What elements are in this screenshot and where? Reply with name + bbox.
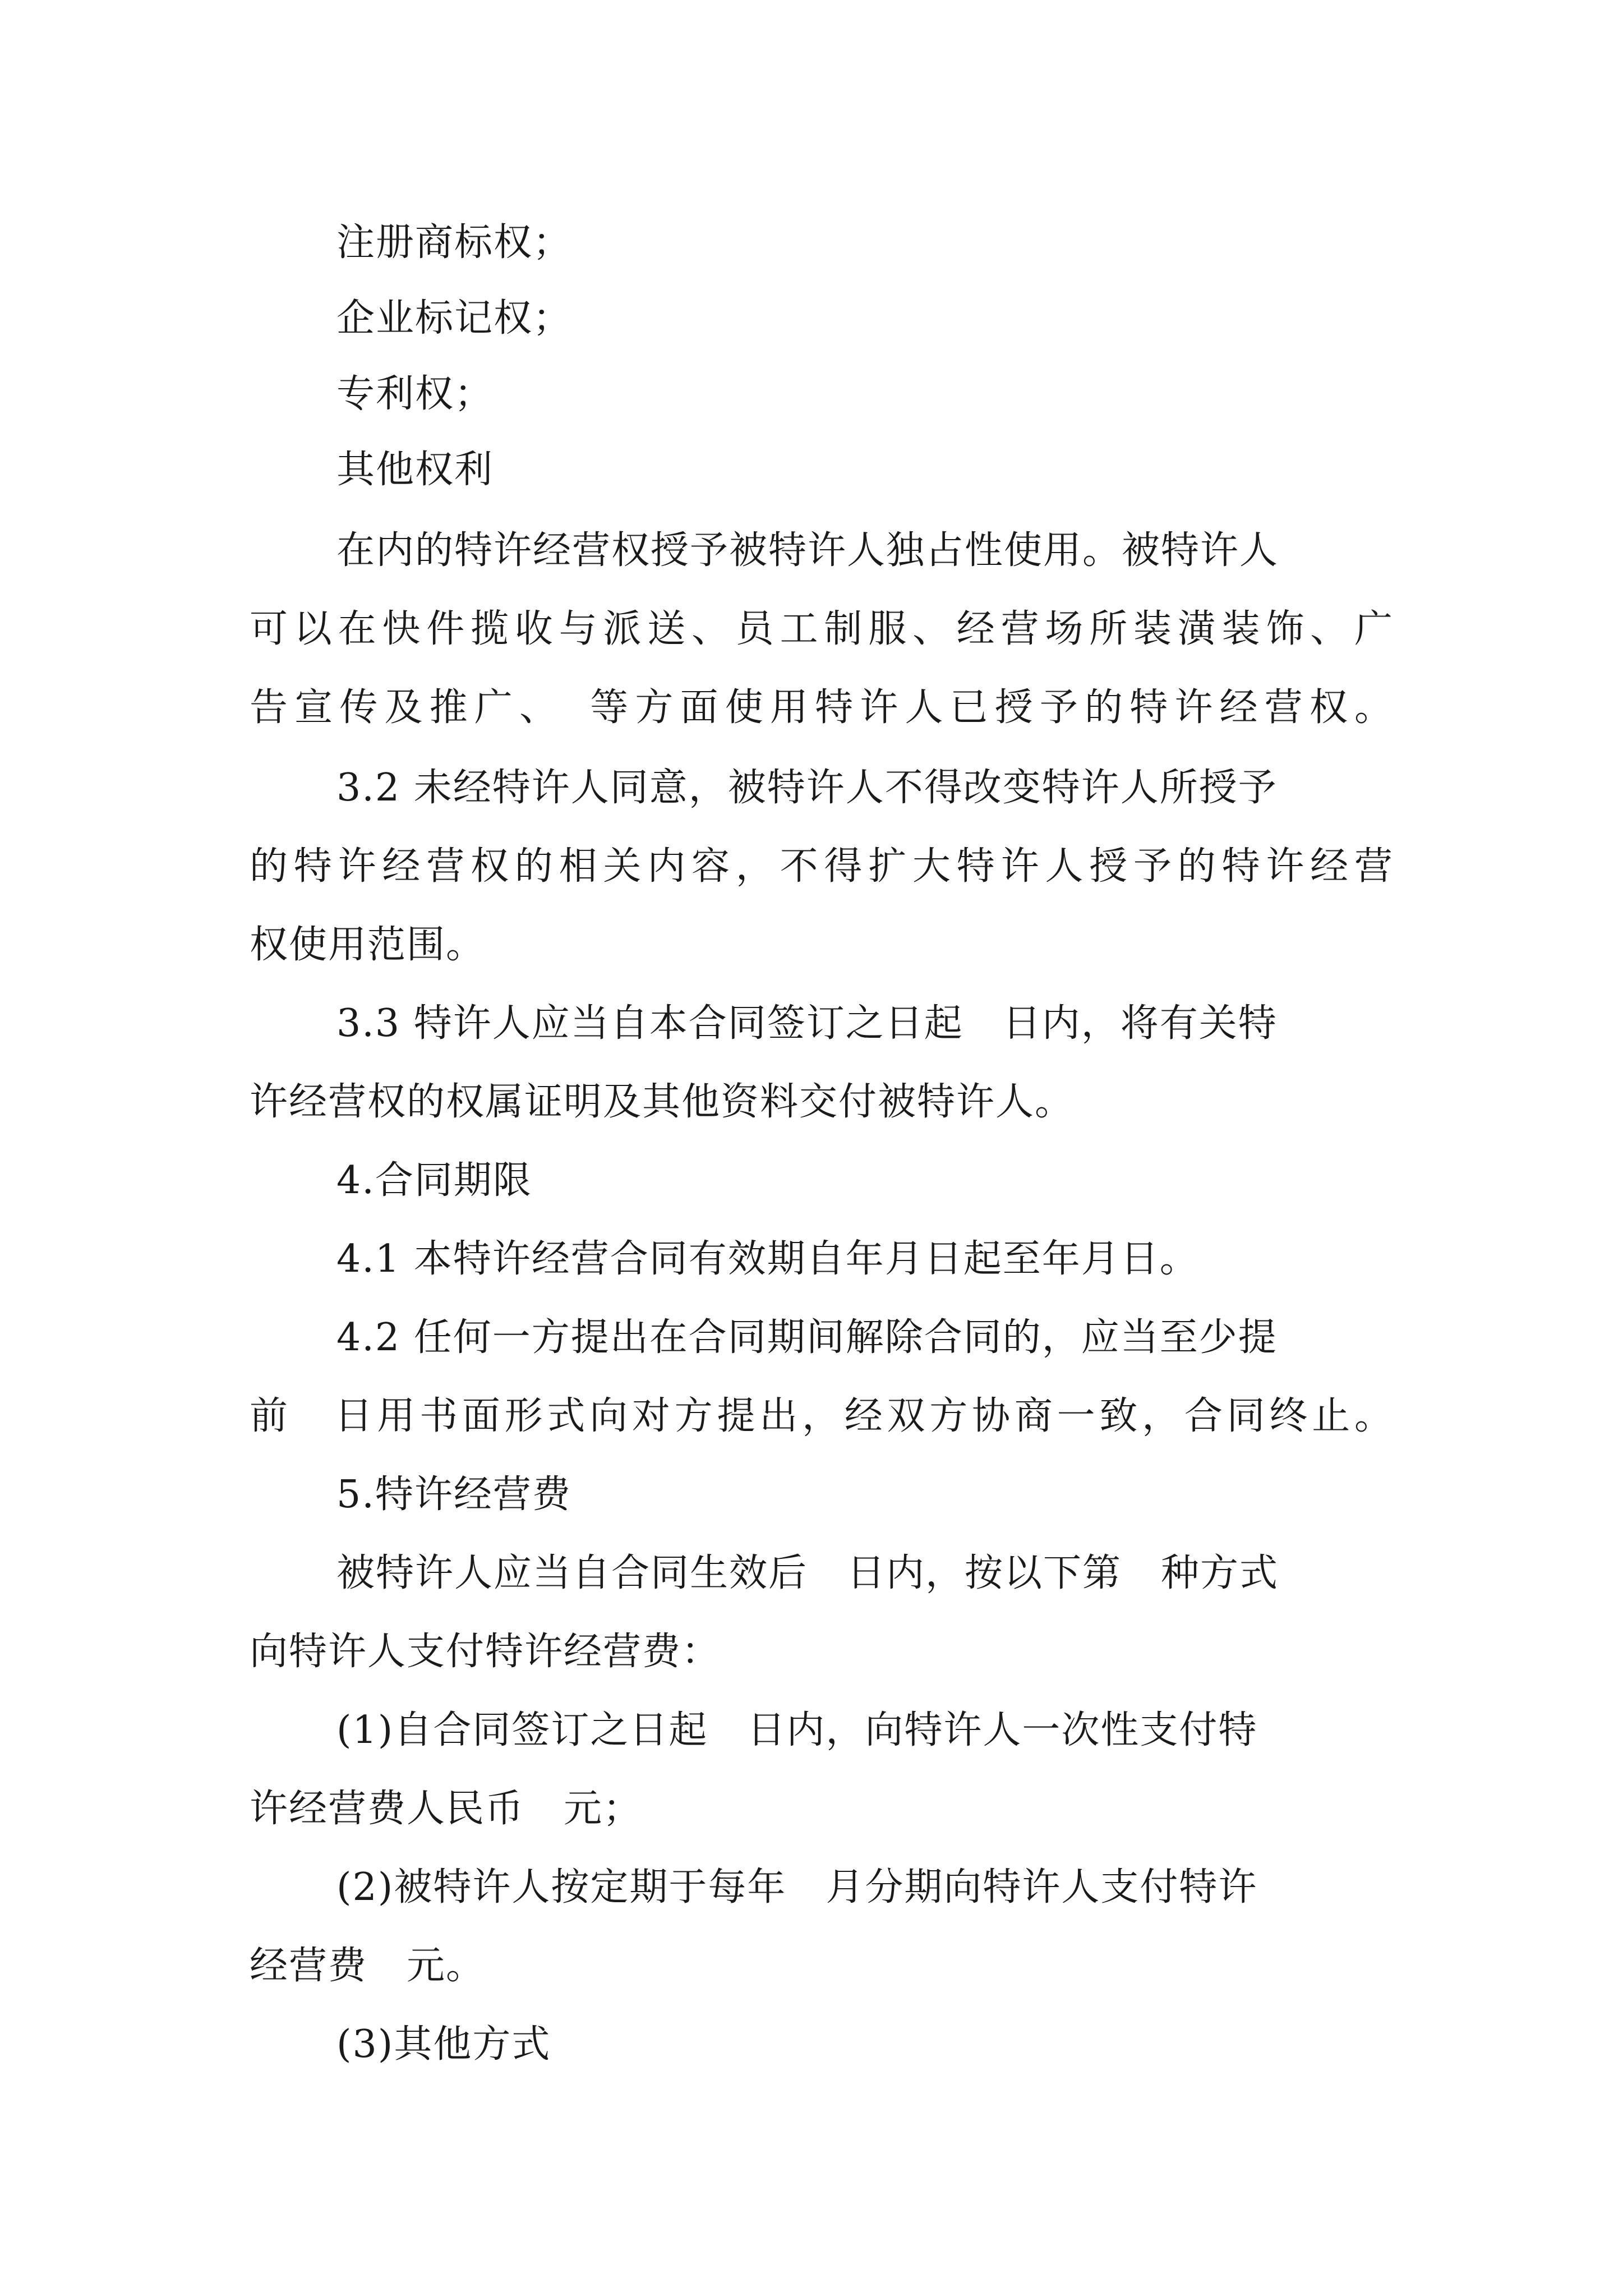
paragraph-line: 注册商标权； xyxy=(336,220,573,265)
paragraph-line: 3.3 特许人应当自本合同签订之日起 日内，将有关特 xyxy=(336,1001,1278,1046)
list-item-continuation: 经营费 元。 xyxy=(250,1944,486,1988)
list-item-continuation: 许经营费人民币 元； xyxy=(250,1787,643,1831)
paragraph-line: 4.2 任何一方提出在合同期间解除合同的，应当至少提 xyxy=(336,1315,1278,1360)
list-item: (3)其他方式 xyxy=(336,2022,551,2067)
paragraph-line: 专利权； xyxy=(336,372,494,416)
paragraph-line: 告宣传及推广、 等方面使用特许人已授予的特许经营权。 xyxy=(250,685,1394,730)
paragraph-line: 在内的特许经营权授予被特许人独占性使用。被特许人 xyxy=(336,528,1279,573)
paragraph-line: 其他权利 xyxy=(336,448,494,492)
paragraph-line: 被特许人应当自合同生效后 日内，按以下第 种方式 xyxy=(336,1551,1279,1595)
paragraph-line: 权使用范围。 xyxy=(250,923,486,967)
paragraph-line: 可以在快件揽收与派送、员工制服、经营场所装潢装饰、广 xyxy=(250,607,1394,651)
paragraph-line: 4.1 本特许经营合同有效期自年月日起至年月日。 xyxy=(336,1237,1199,1281)
section-heading: 5.特许经营费 xyxy=(336,1473,571,1517)
paragraph-line: 的特许经营权的相关内容，不得扩大特许人授予的特许经营 xyxy=(250,844,1394,889)
paragraph-line: 前 日用书面形式向对方提出，经双方协商一致，合同终止。 xyxy=(250,1394,1394,1438)
paragraph-line: 3.2 未经特许人同意，被特许人不得改变特许人所授予 xyxy=(336,766,1278,810)
paragraph-line: 企业标记权； xyxy=(336,296,573,341)
list-item: (2)被特许人按定期于每年 月分期向特许人支付特许 xyxy=(336,1865,1258,1910)
paragraph-line: 向特许人支付特许经营费： xyxy=(250,1630,721,1674)
paragraph-line: 许经营权的权属证明及其他资料交付被特许人。 xyxy=(250,1080,1075,1124)
list-item: (1)自合同签订之日起 日内，向特许人一次性支付特 xyxy=(336,1708,1258,1752)
section-heading: 4.合同期限 xyxy=(336,1158,532,1203)
